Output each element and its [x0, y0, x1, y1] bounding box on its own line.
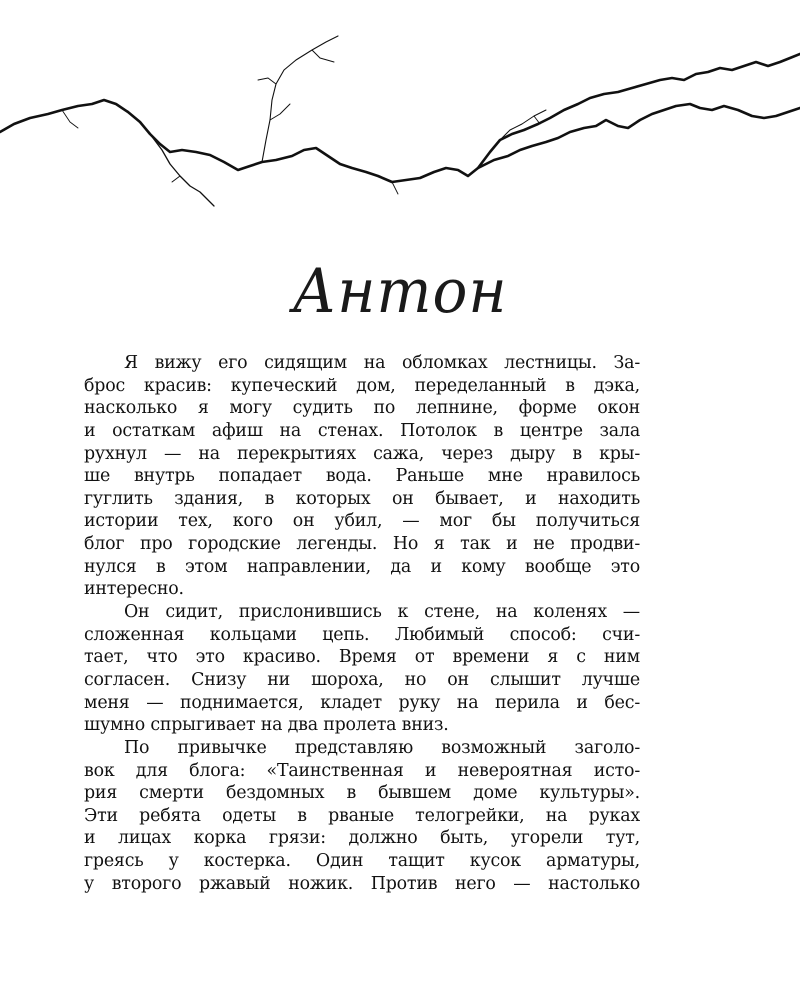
- text-line: нулся в этом направлении, да и кому вообще это: [84, 556, 640, 577]
- text-line: рия смерти бездомных в бывшем доме культуры».: [84, 783, 640, 804]
- text-line: шумно спрыгивает на два пролета вниз.: [84, 715, 449, 736]
- text-line: и остаткам афиш на стенах. Потолок в центре зала: [84, 420, 640, 441]
- chapter-title: Антон: [292, 255, 508, 327]
- text-line: интересно.: [84, 579, 184, 600]
- text-line: истории тех, кого он убил, — мог бы получиться: [84, 511, 640, 532]
- text-line: сложенная кольцами цепь. Любимый способ: счи-: [84, 624, 640, 645]
- text-line: блог про городские легенды. Но я так и не продви-: [84, 534, 640, 555]
- text-line: вок для блога: «Таинственная и невероятная исто-: [84, 760, 640, 781]
- text-line: и лицах корка грязи: должно быть, угорели тут,: [84, 828, 640, 849]
- cracks-illustration: [0, 0, 800, 220]
- text-line: Он сидит, прислонившись к стене, на коленях —: [124, 602, 640, 623]
- text-line: По привычке представляю возможный заголо-: [124, 737, 640, 758]
- text-line: насколько я могу судить по лепнине, форме окон: [84, 398, 640, 419]
- text-line: согласен. Снизу ни шороха, но он слышит лучше: [84, 669, 640, 690]
- text-line: рухнул — на перекрытиях сажа, через дыру в кры-: [84, 443, 640, 464]
- text-line: у второго ржавый ножик. Против него — настолько: [84, 873, 640, 894]
- text-line: брос красив: купеческий дом, переделанный в дэка,: [84, 375, 640, 396]
- text-line: Эти ребята одеты в рваные телогрейки, на руках: [84, 805, 640, 826]
- text-line: меня — поднимается, кладет руку на перила и бес-: [84, 692, 640, 713]
- text-line: Я вижу его сидящим на обломках лестницы. За-: [124, 353, 640, 373]
- body-text: [84, 352, 640, 895]
- text-line: греясь у костерка. Один тащит кусок арматуры,: [84, 851, 640, 872]
- text-line: тает, что это красиво. Время от времени я с ним: [84, 647, 640, 668]
- text-line: ше внутрь попадает вода. Раньше мне нравилось: [84, 466, 640, 487]
- text-line: гуглить здания, в которых он бывает, и находить: [84, 488, 640, 509]
